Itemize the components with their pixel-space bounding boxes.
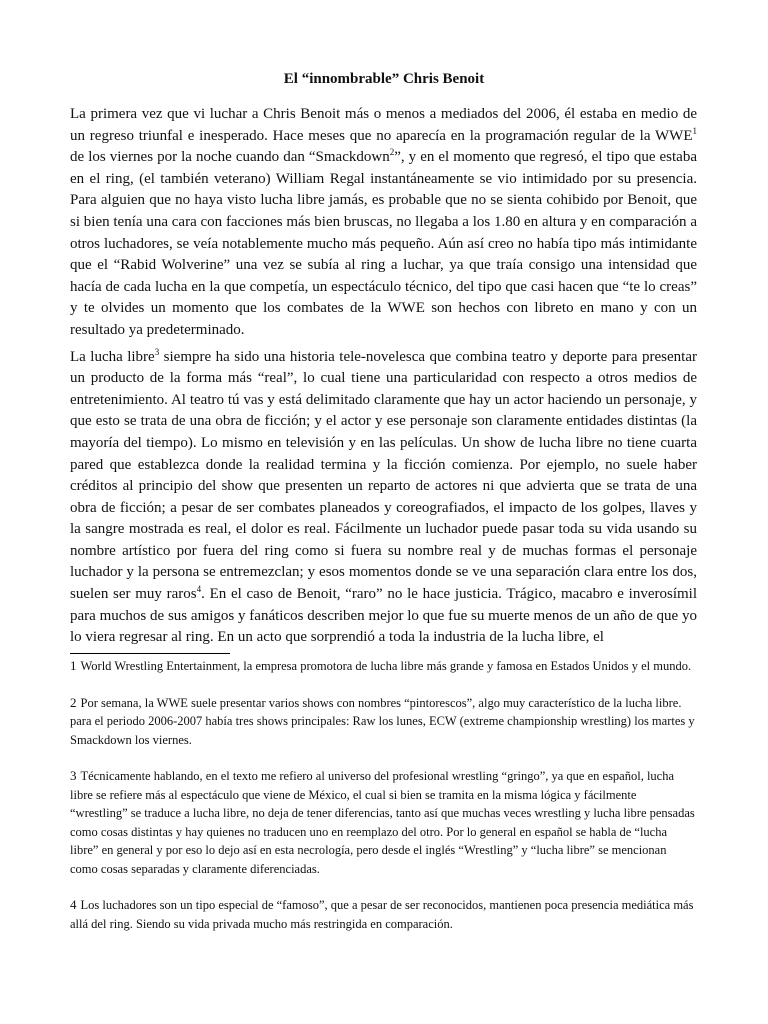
body-text <box>70 104 697 654</box>
page-title: El “innombrable” Chris Benoit <box>283 71 485 87</box>
paragraph-1 <box>70 104 697 342</box>
paragraph-1-text-c: ”, y en el momento que regresó, el tipo que estaba en el ring, (el también veterano) William Regal instantáneamente se vio intimidado por su presencia. Para alguien que no haya visto lucha libre jamás, es probable que no se sienta cohibido por Benoit, que si bien tenía una cara con facciones más bien bruscas, no llegaba a los 1.80 en altura y en comparación a otros luchadores, se veía notablemente mucho más pequeño. Aún así creo no había tipo más intimidante que el “Rabid Wolverine” una vez se subía al ring a luchar, ya que traía consigo una intensidad que hacía de cada lucha en la que competía, un espectáculo técnico, del tipo que casi hacen que “te lo creas” y te olvides un momento que los combates de la WWE son hechos con libreto en mano y con un resultado ya predeterminado. <box>70 149 697 338</box>
footnote-1 <box>70 657 697 676</box>
footnote-3 <box>70 767 697 878</box>
footnote-text: World Wrestling Entertainment, la empresa promotora de lucha libre más grande y famosa en Estados Unidos y el mundo. <box>80 659 692 673</box>
paragraph-2 <box>70 347 697 649</box>
footnote-number: 3 <box>70 768 77 783</box>
footnote-ref-4[interactable]: 4 <box>196 584 202 595</box>
footnote-2 <box>70 694 697 750</box>
paragraph-2-text-a: La lucha libre <box>70 348 155 365</box>
footnote-number: 2 <box>70 694 77 710</box>
paragraph-2-text-c: . En el caso de Benoit, “raro” no le hace justicia. Trágico, macabro e inverosímil para muchos de sus amigos y fanáticos describen mejor lo que fue su muerte menos de un año de que yo lo viera regresar al ring. En un acto que sorprendió a toda la industria de la lucha libre, el <box>70 586 698 646</box>
paragraph-1-text-b: de los viernes por la noche cuando dan “Smackdown <box>70 149 390 166</box>
paragraph-1-text-a: La primera vez que vi luchar a Chris Benoit más o menos a mediados del 2006, él estaba en medio de un regreso triunfal e inesperado. Hace meses que no aparecía en la programación regular de la WWE <box>70 106 697 144</box>
footnote-text: Por semana, la WWE suele presentar varios shows con nombres “pintorescos”, algo muy característico de la lucha libre. para el periodo 2006-2007 había tres shows principales: Raw los lunes, ECW (extreme championship wrestling) los martes y Smackdown los viernes. <box>70 695 695 747</box>
footnote-text: Los luchadores son un tipo especial de “famoso”, que a pesar de ser reconocidos, mantienen poca presencia mediática más allá del ring. Siendo su vida privada mucho más restringida en comparación. <box>70 898 694 931</box>
footnote-number: 4 <box>70 897 77 912</box>
footnote-text: Técnicamente hablando, en el texto me refiero al universo del profesional wrestling “gringo”, ya que en español, lucha libre se refiere más al espectáculo que viene de México, el cual si bien se tramita en la misma lógica y fácilmente “wrestling” se traduce a lucha libre, no deja de tener diferencias, tanto así que muchas veces wrestling y lucha libre pensadas como cosas distintas y hay quienes no traducen uno en reemplazo del otro. Por lo general en español se habla de “lucha libre” en general y por eso lo dejo así en esta necrología, pero desde el inglés “Wrestling” y “lucha libre” se mencionan como cosas separadas y claramente diferenciadas. <box>70 769 695 876</box>
footnote-separator <box>70 653 230 654</box>
paragraph-2-text-b: siempre ha sido una historia tele-novelesca que combina teatro y deporte para presentar un producto de la forma más “real”, lo cual tiene una particularidad con respecto a otros medios de entretenimiento. Al teatro tú vas y está delimitado claramente que hay un actor haciendo un personaje, y que esto se trata de una obra de ficción; y el actor y ese personaje son claramente entidades distintas (la mayoría del tiempo). Lo mismo en televisión y en las películas. Un show de lucha libre no tiene cuarta pared que establezca donde la realidad termina y la ficción comienza. Por ejemplo, no suele haber créditos al principio del show que presenten un reparto de actores ni que advierta que se trata de una obra de ficción; a pesar de ser combates planeados y coreografiados, el impacto de los golpes, llaves y la sangre mostrada es real, el dolor es real. Fácilmente un luchador puede pasar toda su vida usando su nombre artístico por fuera del ring como si fuera su nombre real y de muchas formas el personaje luchador y la persona se entremezclan; y esos momentos donde se ve una separación clara entre los dos, suelen ser muy raros <box>70 348 697 603</box>
footnotes <box>70 657 697 951</box>
footnote-4 <box>70 896 697 933</box>
footnote-ref-2[interactable]: 2 <box>389 147 395 158</box>
footnote-number: 1 <box>70 658 77 673</box>
footnote-ref-3[interactable]: 3 <box>154 346 160 357</box>
footnote-ref-1[interactable]: 1 <box>692 125 697 136</box>
